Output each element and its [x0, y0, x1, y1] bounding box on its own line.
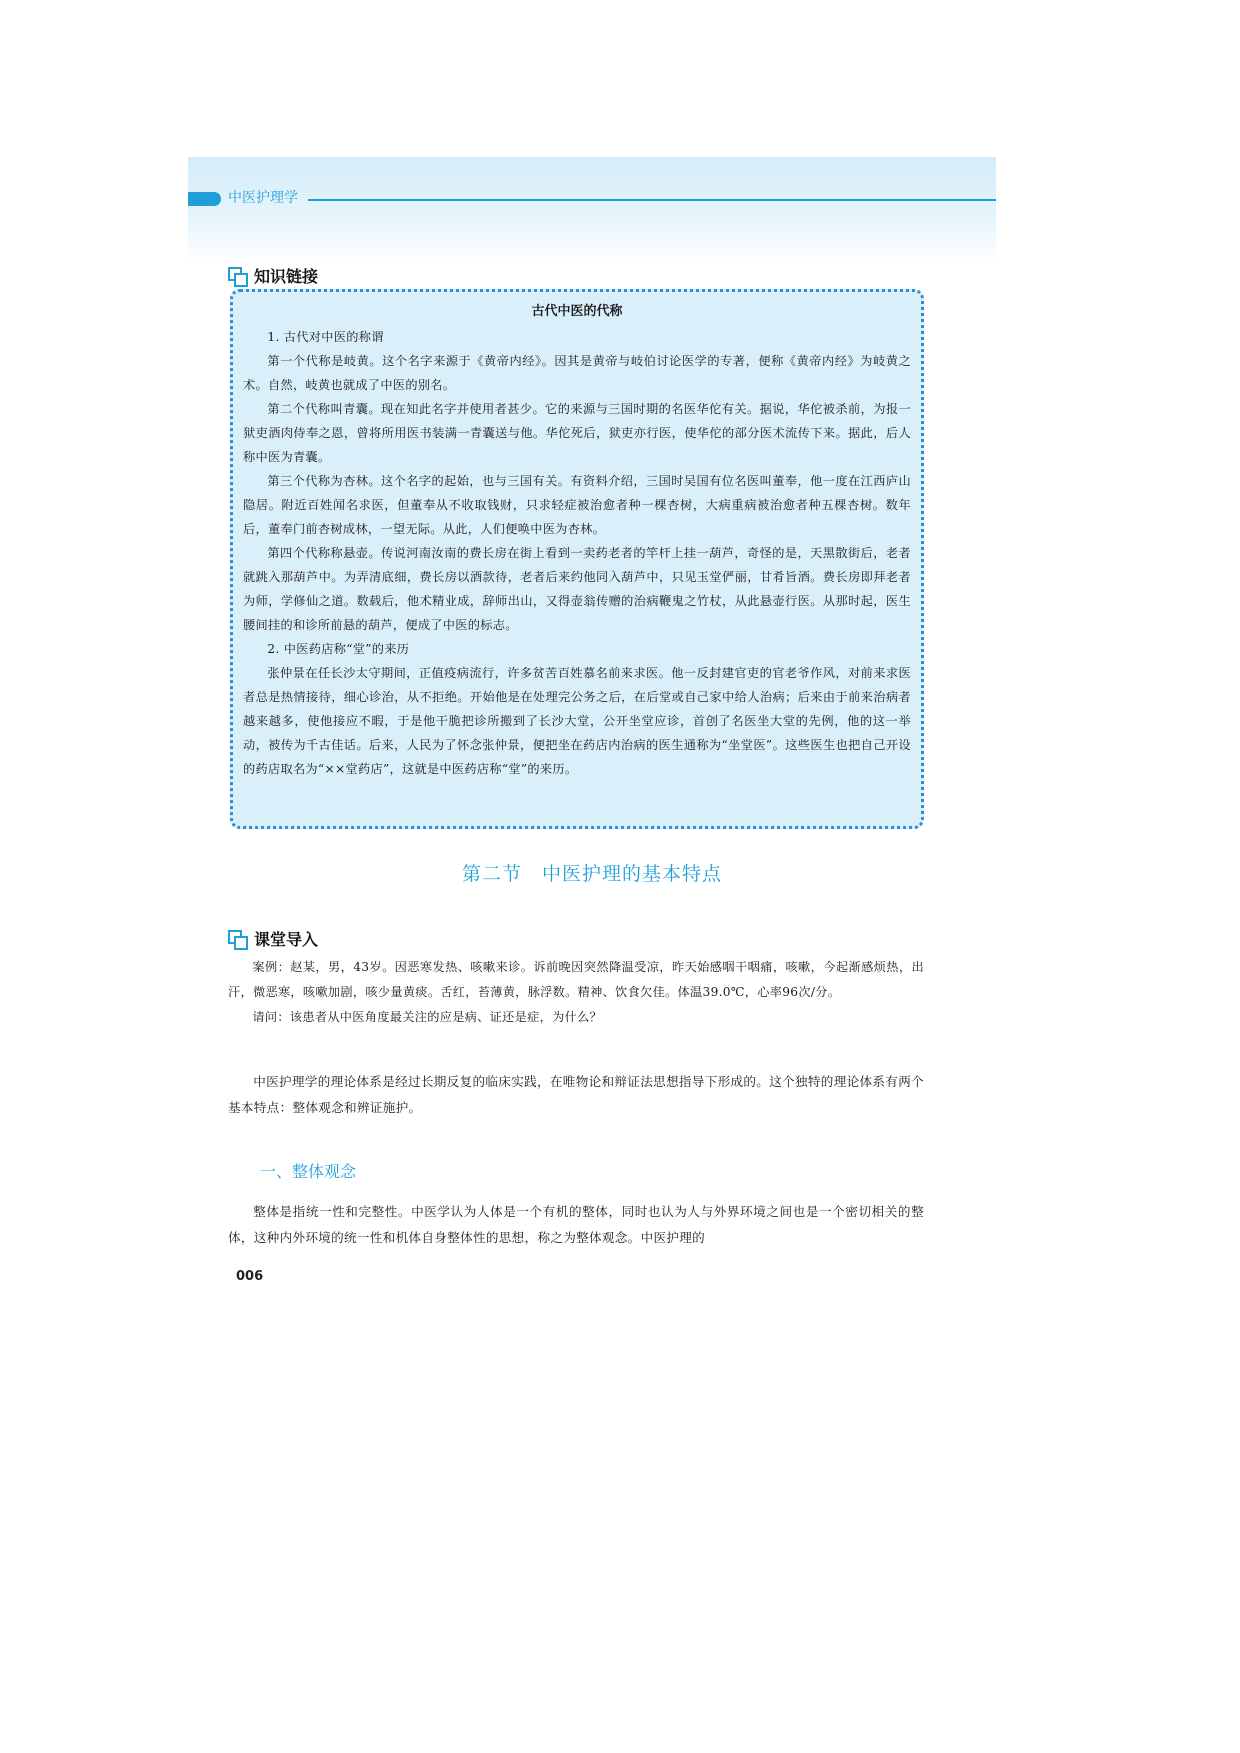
body-paragraph-2 [228, 1199, 924, 1251]
section-title: 第二节 中医护理的基本特点 [461, 863, 722, 885]
paragraph: 张仲景在任长沙太守期间，正值疫病流行，许多贫苦百姓慕名前来求医。他一反封建官吏的官老爷作风，对前来求医者总是热情接待，细心诊治，从不拒绝。开始他是在处理完公务之后，在后堂或自己家中给人治病；后来由于前来治病者越来越多，使他接应不暇，于是他干脆把诊所搬到了长沙大堂，公开坐堂应诊，首创了名医坐大堂的先例，他的这一举动，被传为千古佳话。后来，人民为了怀念张仲景，便把坐在药店内治病的医生通称为“坐堂医”。这些医生也把自己开设的药店取名为“××堂药店”，这就是中医药店称“堂”的来历。 [243, 666, 911, 776]
header-tab-marker [188, 192, 221, 206]
case-text: 案例：赵某，男，43岁。因恶寒发热、咳嗽来诊。诉前晚因突然降温受凉，昨天始感咽干咽痛，咳嗽，今起渐感烦热，出汗，微恶寒，咳嗽加剧，咳少量黄痰。舌红，苔薄黄，脉浮数。精神、饮食欠佳。体温39.0℃，心率96次/分。 [228, 960, 924, 999]
subheading-holism: 一、整体观念 [260, 1162, 357, 1181]
book-page [188, 157, 996, 1287]
page-header [188, 157, 996, 265]
page-number: 006 [236, 1269, 264, 1284]
paragraph: 第二个代称叫青囊。现在知此名字并使用者甚少。它的来源与三国时期的名医华佗有关。据说，华佗被杀前，为报一狱吏酒肉侍奉之恩，曾将所用医书装满一青囊送与他。华佗死后，狱吏亦行医，使华佗的部分医术流传下来。据此，后人称中医为青囊。 [243, 402, 911, 464]
paragraph: 中医护理学的理论体系是经过长期反复的临床实践，在唯物论和辩证法思想指导下形成的。这个独特的理论体系有两个基本特点：整体观念和辨证施护。 [228, 1074, 924, 1115]
running-header-title: 中医护理学 [228, 190, 298, 206]
knowledge-link-label: 知识链接 [254, 267, 319, 286]
classroom-intro-heading [228, 927, 318, 950]
case-question: 请问：该患者从中医角度最关注的应是病、证还是症，为什么？ [252, 1010, 603, 1024]
knowledge-link-box [230, 289, 924, 829]
case-study [228, 955, 924, 1030]
box-title: 古代中医的代称 [531, 304, 623, 319]
item1-heading: 1. 古代对中医的称谓 [267, 330, 384, 344]
paragraph: 第一个代称是岐黄。这个名字来源于《黄帝内经》。因其是黄帝与岐伯讨论医学的专著，便称《黄帝内经》为岐黄之术。自然，岐黄也就成了中医的别名。 [243, 354, 911, 392]
header-rule [308, 199, 996, 201]
body-paragraph-1 [228, 1069, 924, 1121]
section-squares-icon [228, 267, 246, 285]
knowledge-link-heading [228, 264, 318, 287]
paragraph: 第四个代称称悬壶。传说河南汝南的费长房在街上看到一卖药老者的竿杆上挂一葫芦，奇怪的是，天黑散街后，老者就跳入那葫芦中。为弄清底细，费长房以酒款待，老者后来约他同入葫芦中，只见玉堂俨丽，甘肴旨酒。费长房即拜老者为师，学修仙之道。数载后，他术精业成，辞师出山，又得壶翁传赠的治病鞭鬼之竹杖，从此悬壶行医。从那时起，医生腰间挂的和诊所前悬的葫芦，便成了中医的标志。 [243, 546, 911, 632]
item2-heading: 2. 中医药店称“堂”的来历 [267, 642, 410, 656]
section-squares-icon [228, 930, 246, 948]
paragraph: 第三个代称为杏林。这个名字的起始，也与三国有关。有资料介绍，三国时吴国有位名医叫董奉，他一度在江西庐山隐居。附近百姓闻名求医，但董奉从不收取钱财，只求轻症被治愈者种一棵杏树，大病重病被治愈者种五棵杏树。数年后，董奉门前杏树成林，一望无际。从此，人们便唤中医为杏林。 [243, 474, 911, 536]
classroom-intro-label: 课堂导入 [254, 930, 319, 949]
paragraph: 整体是指统一性和完整性。中医学认为人体是一个有机的整体，同时也认为人与外界环境之间也是一个密切相关的整体，这种内外环境的统一性和机体自身整体性的思想，称之为整体观念。中医护理的 [228, 1204, 924, 1245]
